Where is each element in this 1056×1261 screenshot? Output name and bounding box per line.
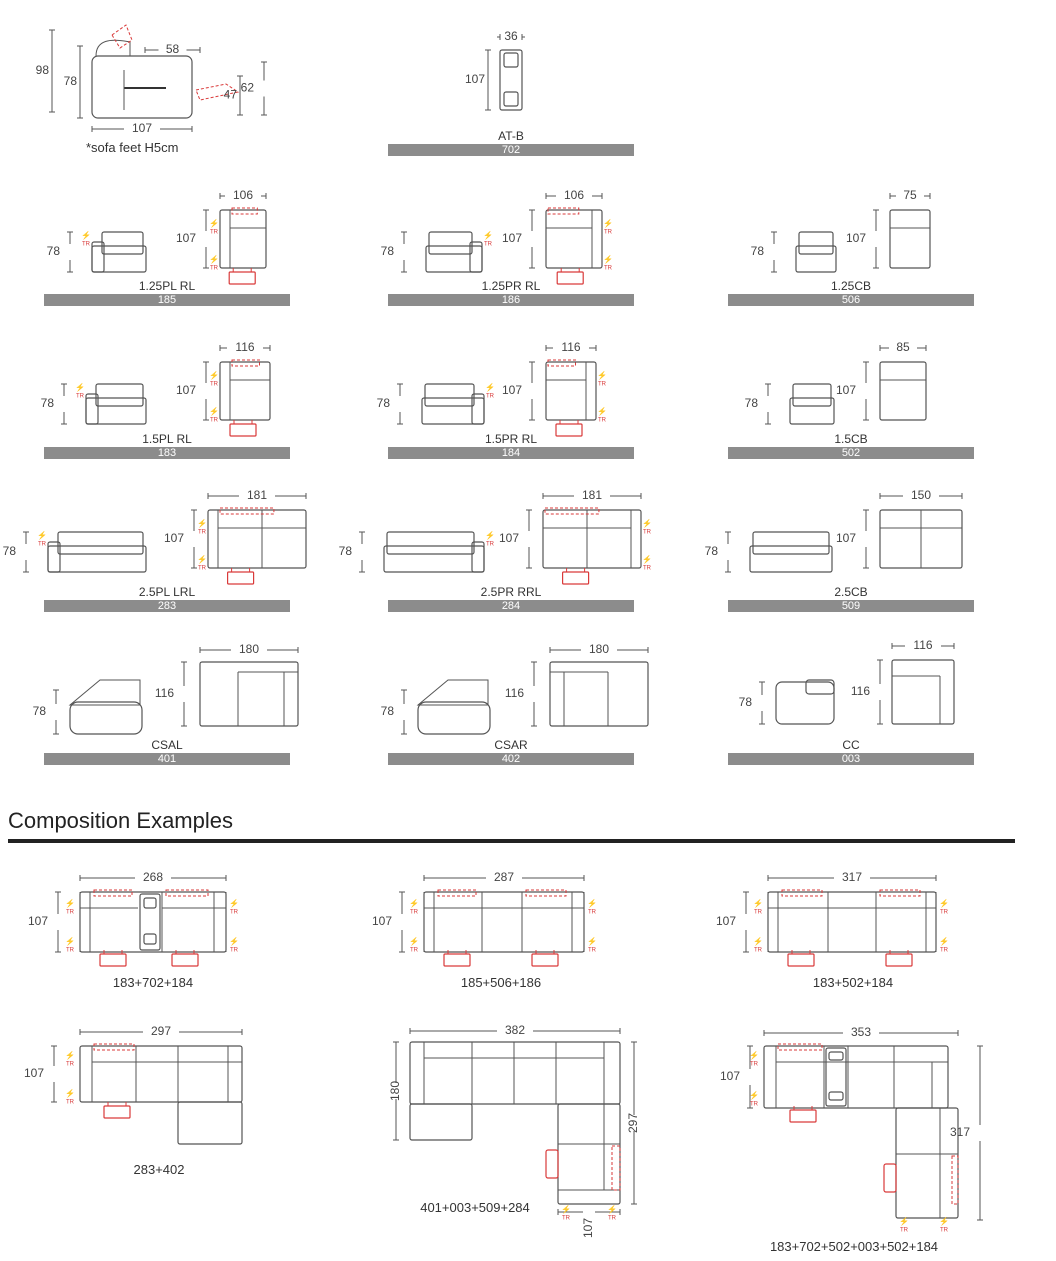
recliner-mark [545,508,599,514]
tr-symbol: ⚡ [597,371,607,381]
dimension-label: 107 [175,383,196,398]
sofa-backrest [429,232,472,254]
recliner-mark [220,508,274,514]
tr-symbol: ⚡ [597,407,607,417]
recliner-mark [880,890,920,896]
recliner-footrest [563,572,589,584]
dimension-label: 116 [850,684,870,699]
headrest-tilt-mark [112,25,132,48]
module-code-bar: 185 [44,294,290,306]
dimension-label: 78 [63,74,77,89]
recliner-footrest [444,954,470,966]
sofa-top-view [546,362,596,420]
tr-symbol: TR [66,1099,74,1106]
recliner-mark [778,1044,822,1050]
module-name: 1.25PL RL [138,279,196,293]
chaise-front-view [418,680,488,705]
sofa-backrest [793,384,831,406]
tr-symbol: ⚡ [642,555,652,565]
dimension-label: 47 [223,87,237,102]
recliner-mark [548,360,576,366]
tr-symbol: TR [230,909,238,916]
composition-label: 185+506+186 [460,975,542,990]
dimension-label: 85 [896,340,910,355]
composition-label: 183+702+502+003+502+184 [769,1239,939,1254]
tr-symbol: TR [598,381,606,388]
module-name: 2.5PL LRL [138,585,196,599]
recliner-footrest [532,954,558,966]
dimension-label: 58 [165,42,180,57]
tr-symbol: TR [82,241,90,248]
tr-symbol: ⚡ [197,519,207,529]
tr-symbol: ⚡ [229,899,239,909]
sofa-top-view [546,210,602,268]
chaise-front-view [70,680,140,705]
sofa-top-view [890,210,930,268]
dimension-label: 36 [504,29,518,44]
sofa-backrest [58,532,143,554]
tr-symbol: TR [562,1215,570,1222]
recliner-mark [438,890,476,896]
module-code-bar: 402 [388,753,634,765]
sofa-backrest [102,232,143,254]
dimension-label: 107 [175,231,196,246]
dimension-label: 116 [504,686,524,701]
recliner-mark [94,1044,134,1050]
dimension-label: 181 [246,488,268,503]
tr-symbol: ⚡ [561,1205,571,1215]
module-code-bar: 186 [388,294,634,306]
sofa-front-view [384,546,484,572]
recliner-footrest [228,572,254,584]
sofa-backrest [753,532,829,554]
tr-symbol: ⚡ [753,937,763,947]
cupholder [504,53,518,67]
composition-outline [896,1108,958,1218]
recliner-mark [952,1156,958,1204]
tr-symbol: TR [198,565,206,572]
tr-symbol: ⚡ [81,231,91,241]
tr-symbol: ⚡ [485,383,495,393]
tr-symbol: TR [608,1215,616,1222]
composition-label: 183+502+184 [812,975,894,990]
module-name: 2.5PR RRL [480,585,542,599]
dimension-label: 107 [131,121,153,136]
sofa-front-view [790,398,834,424]
recliner-mark [612,1146,620,1190]
tr-symbol: ⚡ [229,937,239,947]
composition-outline [424,892,584,952]
tr-symbol: ⚡ [409,899,419,909]
tr-symbol: ⚡ [939,899,949,909]
dimension-label: 78 [40,396,54,411]
dimension-label: 78 [738,695,752,710]
cupholder [829,1052,843,1060]
module-name: 1.5CB [834,432,868,446]
sofa-feet-note: *sofa feet H5cm [86,140,179,155]
recliner-footrest [886,954,912,966]
composition-outline [764,1046,948,1108]
tr-symbol: TR [486,541,494,548]
sofa-backrest [425,384,474,406]
tr-symbol: ⚡ [603,255,613,265]
dimension-label: 107 [27,914,48,929]
tr-symbol: TR [598,417,606,424]
recliner-mark [94,890,132,896]
dimension-label: 116 [235,340,255,355]
recliner-footrest [884,1164,896,1192]
tr-symbol: ⚡ [65,937,75,947]
recliner-footrest [172,954,198,966]
tr-symbol: ⚡ [483,231,493,241]
dimension-label: 98 [35,63,49,78]
dimension-label: 78 [46,244,60,259]
tr-symbol: TR [410,909,418,916]
tr-symbol: ⚡ [209,219,219,229]
tr-symbol: TR [754,947,762,954]
tr-symbol: TR [210,265,218,272]
console-module [140,894,160,950]
dimension-label: 78 [376,396,390,411]
dimension-label: 78 [750,244,764,259]
dimension-label: 180 [588,642,610,657]
dimension-label: 150 [910,488,932,503]
sofa-top-view [543,510,641,568]
tr-symbol: ⚡ [75,383,85,393]
tr-symbol: TR [750,1101,758,1108]
dimension-label: 268 [142,870,164,885]
composition-outline [80,892,226,952]
module-name: CC [842,738,860,752]
usb-panel [144,934,156,944]
recliner-mark [526,890,566,896]
tr-symbol: TR [484,241,492,248]
tr-symbol: TR [66,1061,74,1068]
sofa-top-view [220,210,266,268]
sofa-front-view [48,546,146,572]
dimension-label: 317 [841,870,863,885]
tr-symbol: ⚡ [753,899,763,909]
sofa-front-view [86,398,146,424]
tr-symbol: ⚡ [209,371,219,381]
module-code-bar: 506 [728,294,974,306]
dimension-label: 107 [835,531,856,546]
dimension-label: 78 [338,544,352,559]
dimension-label: 107 [163,531,184,546]
composition-label: 183+702+184 [112,975,194,990]
tr-symbol: ⚡ [485,531,495,541]
tr-symbol: TR [643,529,651,536]
tr-symbol: ⚡ [65,899,75,909]
dimension-label: 78 [32,704,46,719]
tr-symbol: ⚡ [37,531,47,541]
dimension-label: 106 [232,188,254,203]
tr-symbol: TR [940,909,948,916]
tr-symbol: ⚡ [209,407,219,417]
sofa-backrest [387,532,474,554]
chaise-extension [178,1102,242,1144]
dimension-label: 107 [23,1066,44,1081]
sofa-backrest [96,384,143,406]
dimension-label: 116 [154,686,174,701]
tr-symbol: ⚡ [587,937,597,947]
dimension-label: 106 [563,188,585,203]
module-name: 2.5CB [834,585,868,599]
tr-symbol: ⚡ [749,1091,759,1101]
module-code-bar: 183 [44,447,290,459]
recliner-footrest [100,954,126,966]
dimension-label: 78 [744,396,758,411]
tr-symbol: TR [754,909,762,916]
module-code-bar: 502 [728,447,974,459]
dimension-label: 107 [581,1217,596,1239]
module-name: CSAR [494,738,528,752]
composition-outline [410,1042,620,1104]
dimension-label: 107 [464,72,485,87]
tr-symbol: TR [410,947,418,954]
dimension-label: 180 [238,642,260,657]
dimension-label: 78 [2,544,16,559]
module-code-bar: 003 [728,753,974,765]
recliner-mark [232,208,257,214]
dimension-label: 107 [501,383,522,398]
module-name: 1.5PR RL [484,432,538,446]
tr-symbol: TR [230,947,238,954]
sofa-front-view [92,246,146,272]
tr-symbol: TR [66,947,74,954]
composition-outline [558,1104,620,1204]
dimension-label: 287 [493,870,515,885]
armrest-table-top [500,50,522,110]
sofa-front-view [426,246,482,272]
composition-outline [768,892,936,952]
module-code-bar: 401 [44,753,290,765]
dimension-label: 382 [504,1023,526,1038]
sofa-top-view [880,362,926,420]
recliner-footrest [104,1106,130,1118]
sofa-top-view [208,510,306,568]
dimension-label: 297 [626,1112,641,1134]
tr-symbol: ⚡ [65,1051,75,1061]
chaise-seat [418,702,490,734]
tr-symbol: ⚡ [899,1217,909,1227]
recliner-mark [548,208,579,214]
sofa-front-view [796,246,836,272]
dimension-label: 107 [845,231,866,246]
tr-symbol: TR [210,229,218,236]
tr-symbol: TR [900,1227,908,1234]
tr-symbol: TR [210,417,218,424]
tr-symbol: TR [76,393,84,400]
chaise-seat [70,702,142,734]
composition-label: 283+402 [133,1162,185,1177]
tr-symbol: TR [588,909,596,916]
tr-symbol: ⚡ [607,1205,617,1215]
tr-symbol: ⚡ [587,899,597,909]
recliner-mark [166,890,208,896]
usb-panel [829,1092,843,1100]
tr-symbol: ⚡ [939,937,949,947]
dimension-label: 78 [704,544,718,559]
module-code-bar: 284 [388,600,634,612]
dimension-label: 107 [719,1069,740,1084]
tr-symbol: TR [486,393,494,400]
cupholder [144,898,156,908]
module-code-bar: 509 [728,600,974,612]
sofa-top-view [220,362,270,420]
module-code-bar: 184 [388,447,634,459]
corner-top-view [892,660,954,724]
module-name: CSAL [151,738,183,752]
module-code-bar: 702 [388,144,634,156]
dimension-label: 317 [949,1125,970,1140]
composition-label: 401+003+509+284 [420,1200,530,1215]
tr-symbol: ⚡ [209,255,219,265]
recliner-footrest [790,1110,816,1122]
tr-symbol: TR [198,529,206,536]
tr-symbol: TR [38,541,46,548]
dimension-label: 107 [371,914,392,929]
tr-symbol: ⚡ [409,937,419,947]
dimension-label: 353 [850,1025,872,1040]
tr-symbol: ⚡ [642,519,652,529]
composition-outline [80,1046,242,1102]
module-name: 1.25CB [830,279,872,293]
sofa-backrest [799,232,833,254]
chaise-extension [410,1104,472,1140]
tr-symbol: TR [210,381,218,388]
headrest [96,40,130,56]
dimension-label: 180 [388,1080,403,1102]
tr-symbol: ⚡ [749,1051,759,1061]
recliner-mark [232,360,260,366]
section-rule [8,839,1015,843]
dimension-label: 75 [903,188,917,203]
dimension-label: 116 [561,340,581,355]
tr-symbol: ⚡ [603,219,613,229]
tr-symbol: TR [940,947,948,954]
tr-symbol: TR [643,565,651,572]
dimension-label: 181 [581,488,603,503]
dimension-label: 297 [150,1024,172,1039]
tr-symbol: ⚡ [939,1217,949,1227]
section-heading: Composition Examples [8,808,233,833]
dimension-label: 107 [501,231,522,246]
recliner-footrest [546,1150,558,1178]
module-name: 1.5PL RL [142,432,192,446]
dimension-label: 78 [380,244,394,259]
recliner-mark [782,890,822,896]
recliner-footrest [788,954,814,966]
dimension-label: 107 [835,383,856,398]
corner-front-view [776,682,834,724]
module-name: AT-B [498,129,524,143]
tr-symbol: TR [940,1227,948,1234]
tr-symbol: TR [750,1061,758,1068]
tr-symbol: TR [66,909,74,916]
dimension-label: 107 [715,914,736,929]
tr-symbol: TR [588,947,596,954]
module-name: 1.25PR RL [481,279,541,293]
dimension-label: 78 [380,704,394,719]
usb-panel [504,92,518,106]
sofa-front-view [750,546,832,572]
dimension-label: 62 [240,80,254,95]
sofa-front-view [422,398,484,424]
tr-symbol: ⚡ [197,555,207,565]
tr-symbol: TR [604,229,612,236]
dimension-label: 116 [913,638,933,653]
tr-symbol: ⚡ [65,1089,75,1099]
module-code-bar: 283 [44,600,290,612]
dimension-label: 107 [498,531,519,546]
tr-symbol: TR [604,265,612,272]
